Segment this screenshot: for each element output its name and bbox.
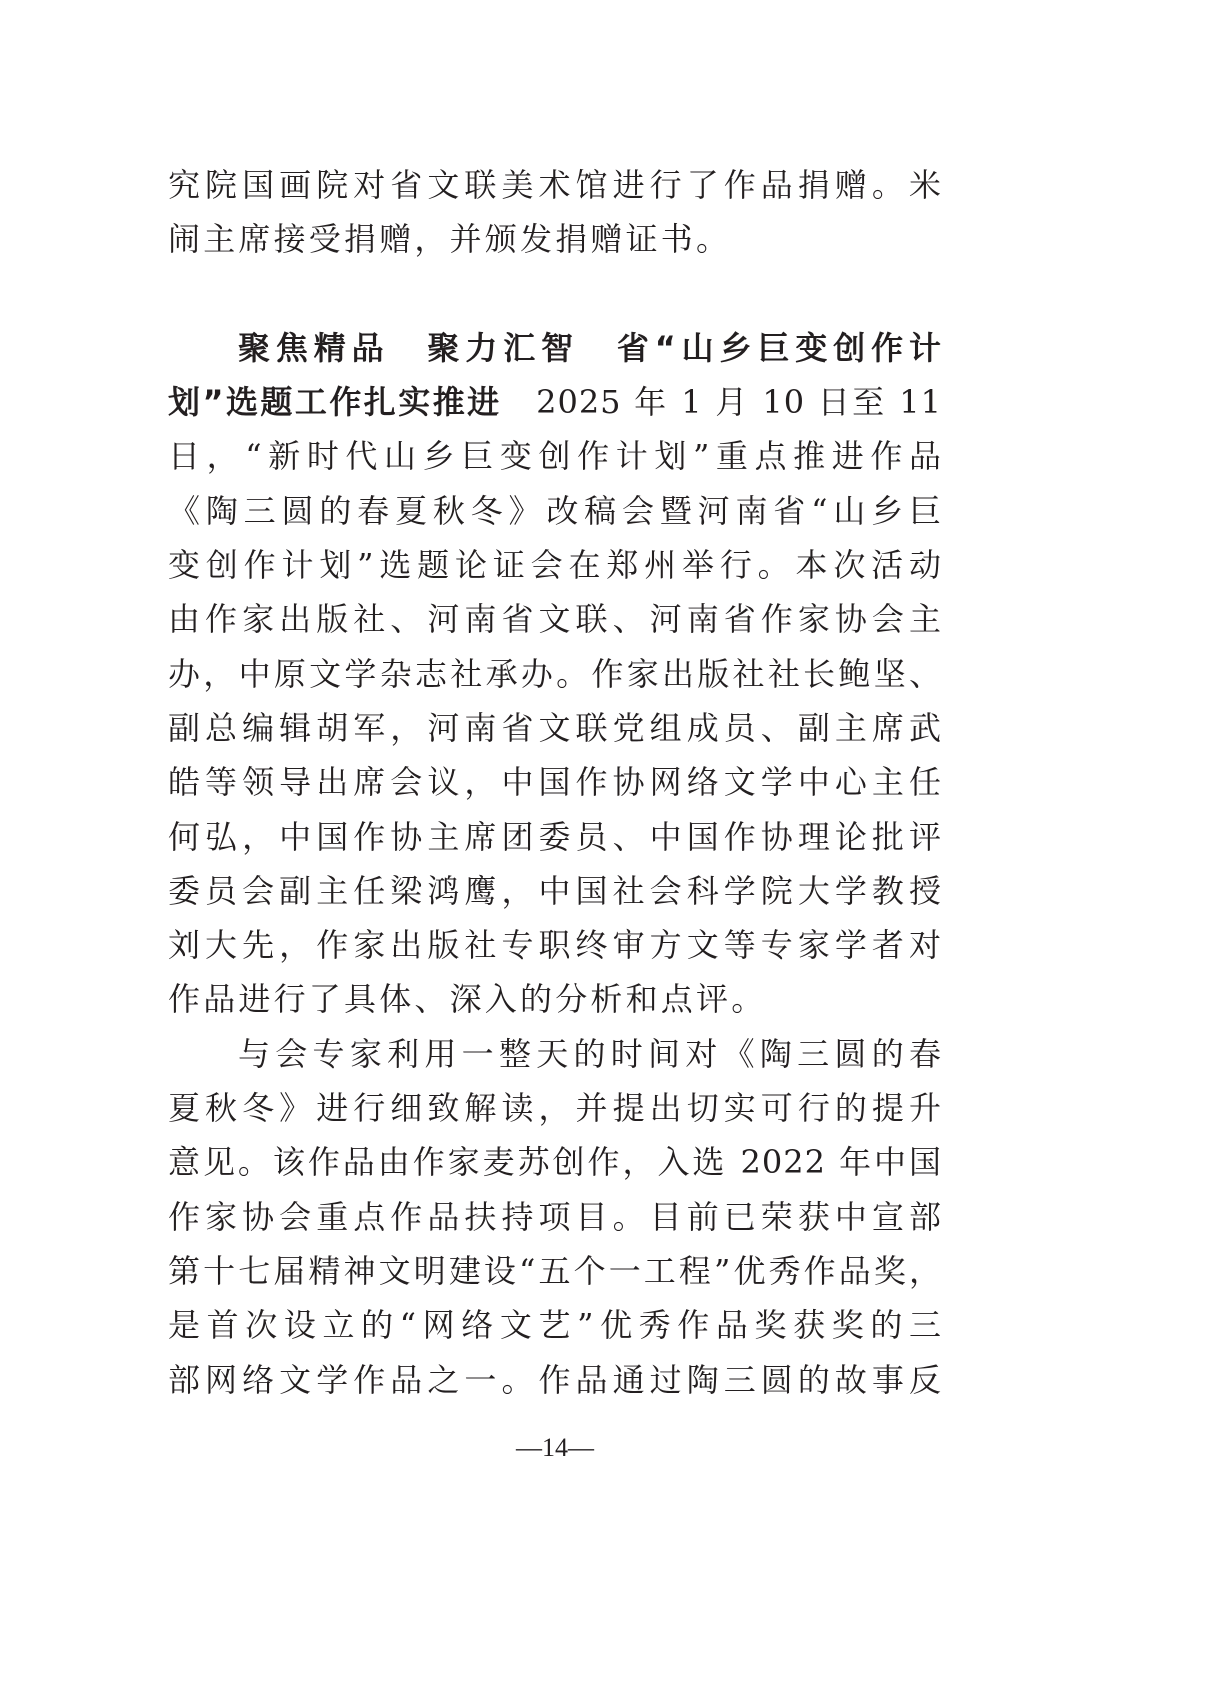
text-line: 作品进行了具体、深入的分析和点评。 <box>168 980 767 1019</box>
text-line: 究院国画院对省文联美术馆进行了作品捐赠。米 <box>168 166 942 204</box>
text-line: 由作家出版社、河南省文联、河南省作家协会主 <box>168 600 942 639</box>
text-line: 变创作计划”选题论证会在郑州举行。本次活动 <box>168 546 942 585</box>
text-line <box>168 375 942 429</box>
text-line: 日，“新时代山乡巨变创作计划”重点推进作品 <box>168 437 942 476</box>
text-line: 第十七届精神文明建设“五个一工程”优秀作品奖， <box>168 1251 942 1290</box>
document-body <box>168 158 942 1407</box>
text-line: 《陶三圆的春夏秋冬》改稿会暨河南省“山乡巨 <box>168 491 942 530</box>
text-line: 夏秋冬》进行细致解读，并提出切实可行的提升 <box>168 1089 942 1128</box>
section-heading-cont: 划”选题工作扎实推进 <box>168 383 502 422</box>
text-segment: 2025 年 1 月 10 日至 11 <box>501 383 942 422</box>
text-line: 皓等领导出席会议，中国作协网络文学中心主任 <box>168 763 942 802</box>
section-heading: 聚焦精品 聚力汇智 省“山乡巨变创作计 <box>238 328 942 367</box>
text-line: 部网络文学作品之一。作品通过陶三圆的故事反 <box>168 1360 942 1399</box>
text-line: 与会专家利用一整天的时间对《陶三圆的春 <box>238 1034 942 1073</box>
text-line: 刘大先，作家出版社专职终审方文等专家学者对 <box>168 926 942 965</box>
text-line: 委员会副主任梁鸿鹰，中国社会科学院大学教授 <box>168 871 942 910</box>
text-line: 是首次设立的“网络文艺”优秀作品奖获奖的三 <box>168 1306 942 1345</box>
paragraph-gap <box>168 267 942 321</box>
page-number: —14— <box>516 1433 594 1462</box>
text-line: 何弘，中国作协主席团委员、中国作协理论批评 <box>168 817 942 856</box>
text-line: 作家协会重点作品扶持项目。目前已荣获中宣部 <box>168 1197 942 1236</box>
text-line: 副总编辑胡军，河南省文联党组成员、副主席武 <box>168 708 942 747</box>
text-line: 意见。该作品由作家麦苏创作，入选 2022 年中国 <box>168 1143 942 1182</box>
text-line: 闹主席接受捐赠，并颁发捐赠证书。 <box>168 220 732 259</box>
text-line: 办，中原文学杂志社承办。作家出版社社长鲍坚、 <box>168 654 942 693</box>
